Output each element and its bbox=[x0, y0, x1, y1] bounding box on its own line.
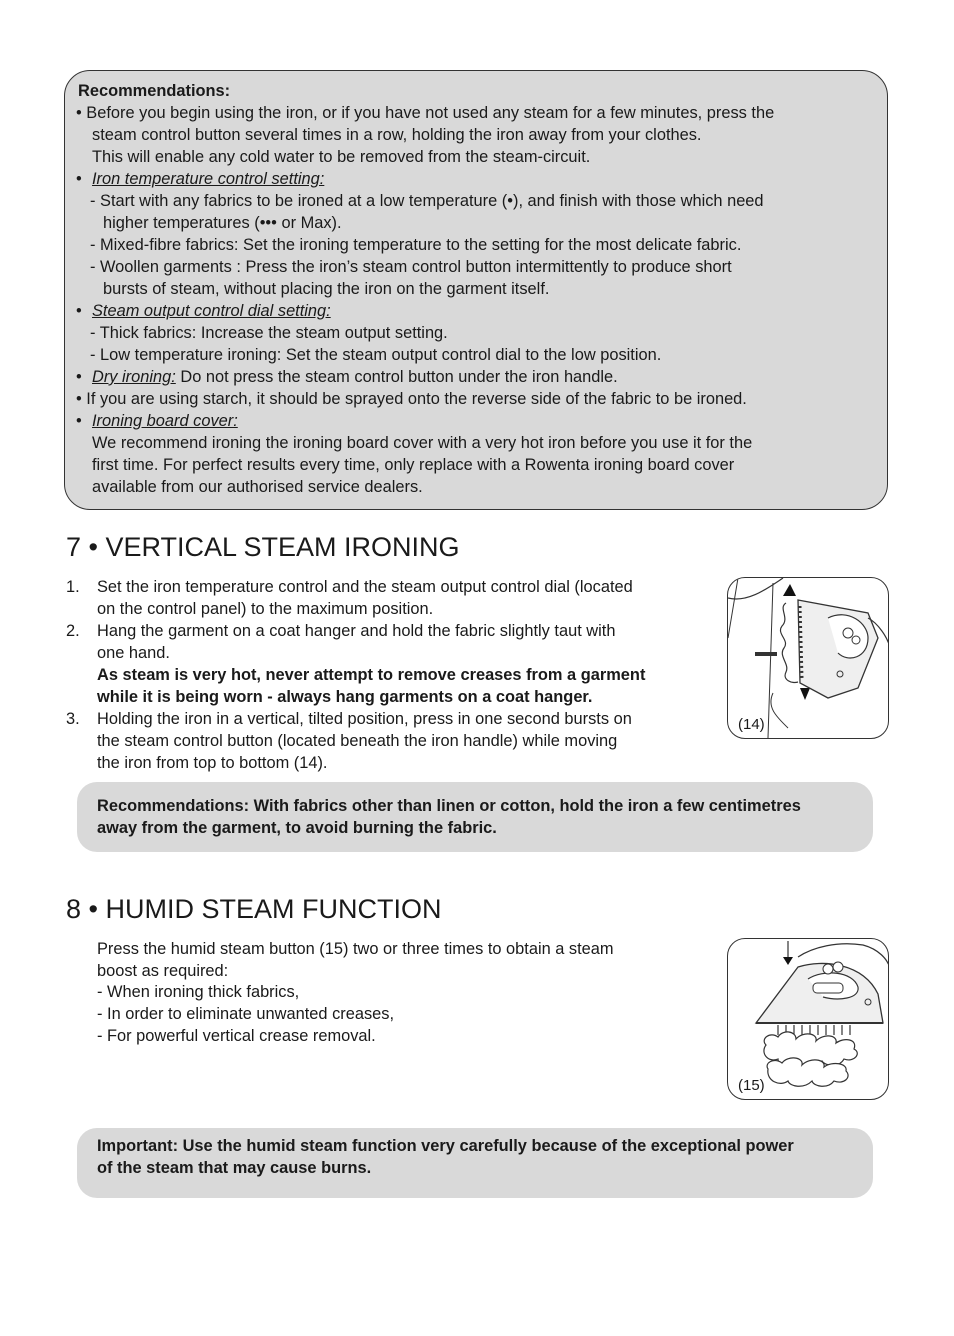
rec-line: This will enable any cold water to be removed from the steam-circuit. bbox=[92, 148, 591, 166]
bullet: • bbox=[76, 302, 82, 320]
step-text: Holding the iron in a vertical, tilted position, press in one second bursts on bbox=[97, 710, 632, 728]
subheading-board-cover: Ironing board cover: bbox=[92, 412, 238, 430]
body-text: - In order to eliminate unwanted creases, bbox=[97, 1005, 395, 1023]
figure-humid-steam bbox=[727, 938, 889, 1100]
warning-text: As steam is very hot, never attempt to remove creases from a garment bbox=[97, 666, 646, 684]
recommendations-title: Recommendations: bbox=[78, 82, 231, 100]
step-text: the iron from top to bottom (14). bbox=[97, 754, 328, 772]
figure-label: (15) bbox=[738, 1077, 765, 1094]
step-text: the steam control button (located beneath the iron handle) while moving bbox=[97, 732, 618, 750]
rec-line: - Thick fabrics: Increase the steam output setting. bbox=[90, 324, 448, 342]
subheading-steam-dial: Steam output control dial setting: bbox=[92, 302, 331, 320]
rec-line: - Woollen garments : Press the iron’s steam control button intermittently to produce short bbox=[90, 258, 732, 276]
section8-heading: 8 • HUMID STEAM FUNCTION bbox=[66, 894, 442, 924]
note-text: Recommendations: With fabrics other than linen or cotton, hold the iron a few centimetres bbox=[97, 797, 801, 815]
body-text: - For powerful vertical crease removal. bbox=[97, 1027, 376, 1045]
rec-line: - Start with any fabrics to be ironed at a low temperature (•), and finish with those which need bbox=[90, 192, 764, 210]
rec-line: higher temperatures (••• or Max). bbox=[103, 214, 342, 232]
rec-line: - Low temperature ironing: Set the steam output control dial to the low position. bbox=[90, 346, 662, 364]
step-text: one hand. bbox=[97, 644, 170, 662]
list-number: 2. bbox=[66, 622, 80, 640]
step-text: on the control panel) to the maximum position. bbox=[97, 600, 434, 618]
note-text: away from the garment, to avoid burning the fabric. bbox=[97, 819, 497, 837]
step-text: Hang the garment on a coat hanger and hold the fabric slightly taut with bbox=[97, 622, 616, 640]
rec-line: available from our authorised service dealers. bbox=[92, 478, 423, 496]
dry-ironing-line bbox=[92, 366, 618, 388]
bullet: • bbox=[76, 170, 82, 188]
vertical-ironing-illustration bbox=[728, 578, 889, 739]
important-text: Important: Use the humid steam function very carefully because of the exceptional power bbox=[97, 1137, 794, 1155]
figure-label: (14) bbox=[738, 716, 765, 733]
figure-vertical-ironing bbox=[727, 577, 889, 739]
rec-line: bursts of steam, without placing the iron on the garment itself. bbox=[103, 280, 550, 298]
body-text: - When ironing thick fabrics, bbox=[97, 983, 300, 1001]
step-text: Set the iron temperature control and the steam output control dial (located bbox=[97, 578, 633, 596]
humid-steam-illustration bbox=[728, 939, 889, 1100]
important-text: of the steam that may cause burns. bbox=[97, 1159, 372, 1177]
rec-line: first time. For perfect results every time, only replace with a Rowenta ironing board cover bbox=[92, 456, 735, 474]
bullet: • bbox=[76, 368, 82, 386]
section7-heading: 7 • VERTICAL STEAM IRONING bbox=[66, 532, 460, 562]
body-text: Press the humid steam button (15) two or three times to obtain a steam bbox=[97, 940, 614, 958]
body-text: boost as required: bbox=[97, 962, 229, 980]
warning-text: while it is being worn - always hang garments on a coat hanger. bbox=[97, 688, 593, 706]
rec-line: - Mixed-fibre fabrics: Set the ironing temperature to the setting for the most delicate fabric. bbox=[90, 236, 742, 254]
list-number: 1. bbox=[66, 578, 80, 596]
bullet: • bbox=[76, 412, 82, 430]
rec-line: steam control button several times in a row, holding the iron away from your clothes. bbox=[92, 126, 702, 144]
rec-line: • Before you begin using the iron, or if you have not used any steam for a few minutes, press the bbox=[76, 104, 775, 122]
subheading-dry-ironing: Dry ironing: bbox=[92, 368, 176, 386]
list-number: 3. bbox=[66, 710, 80, 728]
subheading-temperature: Iron temperature control setting: bbox=[92, 170, 325, 188]
rec-line: • If you are using starch, it should be sprayed onto the reverse side of the fabric to be ironed. bbox=[76, 390, 747, 408]
dry-ironing-text: Do not press the steam control button under the iron handle. bbox=[175, 368, 618, 386]
rec-line: We recommend ironing the ironing board cover with a very hot iron before you use it for the bbox=[92, 434, 753, 452]
